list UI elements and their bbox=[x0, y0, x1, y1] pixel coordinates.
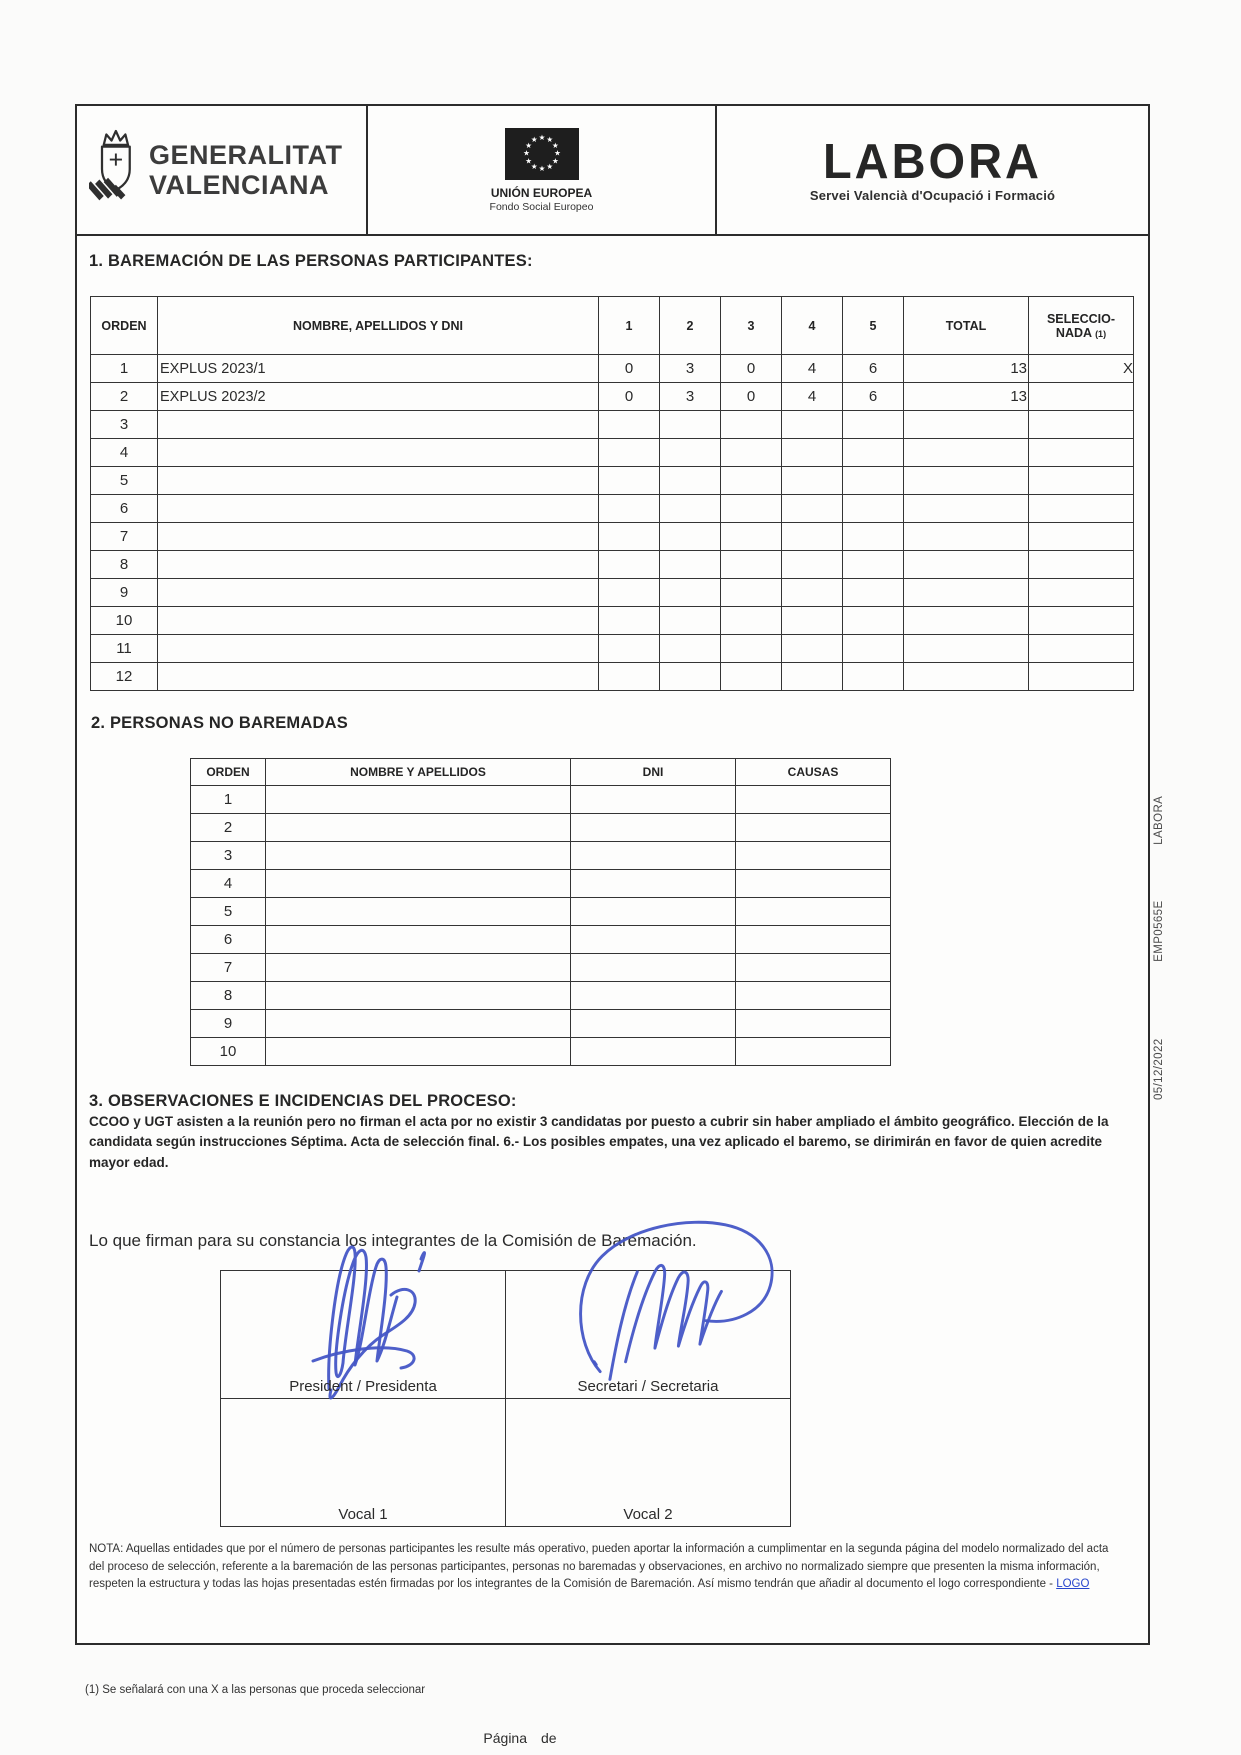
secretary-label: Secretari / Secretaria bbox=[577, 1377, 719, 1395]
logo-link[interactable]: LOGO bbox=[1056, 1578, 1090, 1591]
no-baremada-row bbox=[191, 1038, 891, 1066]
eu-star-icon: ★ bbox=[538, 163, 545, 173]
participant-row bbox=[91, 579, 1134, 607]
score4-cell: 4 bbox=[782, 383, 843, 411]
eu-star-icon: ★ bbox=[524, 155, 532, 165]
eu-header-cell bbox=[368, 106, 717, 234]
nombre-cell bbox=[158, 663, 599, 691]
document-header bbox=[77, 106, 1148, 236]
col-1: 1 bbox=[599, 297, 660, 355]
seleccionada-cell: X bbox=[1029, 355, 1134, 383]
nombre-cell bbox=[158, 495, 599, 523]
total-cell bbox=[904, 439, 1029, 467]
score4-cell bbox=[782, 411, 843, 439]
score5-cell bbox=[843, 411, 904, 439]
causas-cell bbox=[736, 1010, 891, 1038]
nombre-apellidos-cell bbox=[266, 1038, 571, 1066]
participant-row bbox=[91, 663, 1134, 691]
eu-star-icon: ★ bbox=[545, 134, 553, 144]
col2-dni: DNI bbox=[571, 759, 736, 786]
col-nombre: NOMBRE, APELLIDOS Y DNI bbox=[158, 297, 599, 355]
seleccionada-cell bbox=[1029, 439, 1134, 467]
signature-row-2 bbox=[221, 1398, 791, 1526]
score1-cell bbox=[599, 663, 660, 691]
labora-subtitle: Servei Valencià d'Ocupació i Formació bbox=[809, 188, 1056, 203]
eu-star-icon: ★ bbox=[538, 132, 545, 142]
participants-header-row bbox=[91, 297, 1134, 355]
orden-cell: 1 bbox=[91, 355, 158, 383]
score5-cell bbox=[843, 579, 904, 607]
vocal1-label: Vocal 1 bbox=[338, 1505, 388, 1523]
participant-row bbox=[91, 495, 1134, 523]
causas-cell bbox=[736, 1038, 891, 1066]
score2-cell bbox=[660, 439, 721, 467]
no-baremada-row bbox=[191, 982, 891, 1010]
nombre-apellidos-cell bbox=[266, 786, 571, 814]
no-baremadas-header-row bbox=[191, 759, 891, 786]
signature-intro-text: Lo que firman para su constancia los integrantes de la Comisión de Baremación. bbox=[89, 1230, 697, 1250]
score3-cell bbox=[721, 607, 782, 635]
dni-cell bbox=[571, 926, 736, 954]
nombre-cell bbox=[158, 635, 599, 663]
score5-cell bbox=[843, 551, 904, 579]
orden-cell: 12 bbox=[91, 663, 158, 691]
seleccionada-cell bbox=[1029, 551, 1134, 579]
participant-row bbox=[91, 523, 1134, 551]
score1-cell bbox=[599, 579, 660, 607]
causas-cell bbox=[736, 842, 891, 870]
orden-cell: 11 bbox=[91, 635, 158, 663]
eu-star-icon: ★ bbox=[522, 148, 530, 157]
no-baremada-row bbox=[191, 842, 891, 870]
orden-cell: 6 bbox=[91, 495, 158, 523]
score3-cell bbox=[721, 439, 782, 467]
section3-observations-text: CCOO y UGT asisten a la reunión pero no firman el acta por no existir 3 candidatas por puesto a cubrir sin haber ampliado el ámbito geográfico. Elección de la candidata según instrucciones Séptima. Acta de selección final. 6.- Los posibles empates, una vez aplicado el baremo, se dirimirán en favor de quien acredite mayor edad. bbox=[89, 1114, 1109, 1170]
nombre-cell: EXPLUS 2023/2 bbox=[158, 383, 599, 411]
score4-cell bbox=[782, 607, 843, 635]
nombre-cell bbox=[158, 523, 599, 551]
signature-table bbox=[220, 1270, 791, 1527]
dni-cell bbox=[571, 898, 736, 926]
nombre-cell bbox=[158, 411, 599, 439]
participant-row bbox=[91, 551, 1134, 579]
orden-cell: 1 bbox=[191, 786, 266, 814]
dni-cell bbox=[571, 786, 736, 814]
vocal2-label: Vocal 2 bbox=[623, 1505, 673, 1523]
col-5: 5 bbox=[843, 297, 904, 355]
nota-paragraph bbox=[89, 1541, 1122, 1594]
score4-cell bbox=[782, 523, 843, 551]
no-baremada-row bbox=[191, 926, 891, 954]
col-2: 2 bbox=[660, 297, 721, 355]
score3-cell bbox=[721, 495, 782, 523]
score1-cell: 0 bbox=[599, 355, 660, 383]
total-cell bbox=[904, 579, 1029, 607]
orden-cell: 2 bbox=[91, 383, 158, 411]
score4-cell bbox=[782, 663, 843, 691]
form-reference-sidebar bbox=[1153, 796, 1165, 1108]
score1-cell bbox=[599, 635, 660, 663]
orden-cell: 5 bbox=[91, 467, 158, 495]
orden-cell: 7 bbox=[91, 523, 158, 551]
nombre-apellidos-cell bbox=[266, 954, 571, 982]
score3-cell bbox=[721, 663, 782, 691]
col2-orden: ORDEN bbox=[191, 759, 266, 786]
score3-cell bbox=[721, 551, 782, 579]
total-cell bbox=[904, 663, 1029, 691]
eu-star-icon: ★ bbox=[530, 134, 538, 144]
score3-cell bbox=[721, 467, 782, 495]
dni-cell bbox=[571, 1010, 736, 1038]
orden-cell: 9 bbox=[191, 1010, 266, 1038]
seleccionada-cell bbox=[1029, 579, 1134, 607]
score2-cell: 3 bbox=[660, 355, 721, 383]
score3-cell bbox=[721, 411, 782, 439]
score2-cell bbox=[660, 495, 721, 523]
score1-cell bbox=[599, 439, 660, 467]
score5-cell: 6 bbox=[843, 355, 904, 383]
score2-cell bbox=[660, 635, 721, 663]
participants-table bbox=[90, 296, 1134, 691]
gva-wordmark bbox=[149, 140, 343, 200]
footnote-1: (1) Se señalará con una X a las personas que proceda seleccionar bbox=[85, 1683, 426, 1696]
orden-cell: 3 bbox=[91, 411, 158, 439]
orden-cell: 2 bbox=[191, 814, 266, 842]
score5-cell bbox=[843, 467, 904, 495]
no-baremada-row bbox=[191, 1010, 891, 1038]
score4-cell bbox=[782, 467, 843, 495]
form-border-box bbox=[75, 104, 1150, 1645]
causas-cell bbox=[736, 786, 891, 814]
orden-cell: 8 bbox=[91, 551, 158, 579]
score2-cell bbox=[660, 523, 721, 551]
participant-row bbox=[91, 467, 1134, 495]
section2-title: 2. PERSONAS NO BAREMADAS bbox=[91, 714, 348, 732]
orden-cell: 4 bbox=[191, 870, 266, 898]
orden-cell: 4 bbox=[91, 439, 158, 467]
eu-title: UNIÓN EUROPEA bbox=[490, 185, 593, 200]
page-number-line bbox=[380, 1730, 660, 1746]
form-date: 05/12/2022 bbox=[1153, 1038, 1165, 1100]
score2-cell bbox=[660, 467, 721, 495]
no-baremada-row bbox=[191, 898, 891, 926]
dni-cell bbox=[571, 1038, 736, 1066]
col2-causas: CAUSAS bbox=[736, 759, 891, 786]
col-3: 3 bbox=[721, 297, 782, 355]
dni-cell bbox=[571, 870, 736, 898]
total-cell bbox=[904, 551, 1029, 579]
nombre-apellidos-cell bbox=[266, 926, 571, 954]
vocal2-signature-cell bbox=[506, 1398, 791, 1526]
no-baremadas-table-body bbox=[191, 786, 891, 1066]
nombre-apellidos-cell bbox=[266, 842, 571, 870]
total-cell bbox=[904, 635, 1029, 663]
score5-cell: 6 bbox=[843, 383, 904, 411]
score3-cell: 0 bbox=[721, 355, 782, 383]
causas-cell bbox=[736, 898, 891, 926]
seleccionada-cell bbox=[1029, 663, 1134, 691]
dni-cell bbox=[571, 814, 736, 842]
labora-logo: LABORA bbox=[822, 132, 1043, 189]
orden-cell: 3 bbox=[191, 842, 266, 870]
eu-star-icon: ★ bbox=[524, 140, 532, 150]
score5-cell bbox=[843, 607, 904, 635]
secretary-signature-cell bbox=[506, 1270, 791, 1398]
col2-nombre: NOMBRE Y APELLIDOS bbox=[266, 759, 571, 786]
score1-cell bbox=[599, 495, 660, 523]
pagina-label: Página bbox=[483, 1730, 527, 1746]
orden-cell: 9 bbox=[91, 579, 158, 607]
score2-cell bbox=[660, 551, 721, 579]
score4-cell bbox=[782, 495, 843, 523]
eu-star-icon: ★ bbox=[530, 161, 538, 171]
score3-cell bbox=[721, 579, 782, 607]
seleccionada-cell bbox=[1029, 635, 1134, 663]
participants-table-body bbox=[91, 355, 1134, 691]
nombre-apellidos-cell bbox=[266, 982, 571, 1010]
form-brand: LABORA bbox=[1153, 795, 1165, 845]
dni-cell bbox=[571, 842, 736, 870]
score2-cell bbox=[660, 411, 721, 439]
score5-cell bbox=[843, 495, 904, 523]
nombre-apellidos-cell bbox=[266, 870, 571, 898]
participant-row bbox=[91, 411, 1134, 439]
score2-cell bbox=[660, 663, 721, 691]
score5-cell bbox=[843, 523, 904, 551]
orden-cell: 6 bbox=[191, 926, 266, 954]
col-4: 4 bbox=[782, 297, 843, 355]
participant-row bbox=[91, 355, 1134, 383]
nombre-apellidos-cell bbox=[266, 814, 571, 842]
col-seleccionada-footnote-ref: (1) bbox=[1095, 328, 1107, 339]
score5-cell bbox=[843, 663, 904, 691]
nombre-cell bbox=[158, 467, 599, 495]
score4-cell bbox=[782, 579, 843, 607]
col-seleccionada bbox=[1029, 297, 1134, 355]
total-cell: 13 bbox=[904, 383, 1029, 411]
eu-star-icon: ★ bbox=[551, 155, 559, 165]
seleccionada-cell bbox=[1029, 523, 1134, 551]
seleccionada-cell bbox=[1029, 495, 1134, 523]
total-cell: 13 bbox=[904, 355, 1029, 383]
orden-cell: 10 bbox=[191, 1038, 266, 1066]
nombre-cell: EXPLUS 2023/1 bbox=[158, 355, 599, 383]
orden-cell: 7 bbox=[191, 954, 266, 982]
nota-text: NOTA: Aquellas entidades que por el número de personas participantes les resulte más operativo, pueden aportar la información a cumplimentar en la segunda página del modelo normalizado del acta del proceso de selección, referente a la baremación de las personas participantes, personas no baremadas y observaciones, en archivo no normalizado siempre que presenten la misma información, respeten la estructura y todas las hojas presentadas estén firmadas por los integrantes de la Comisión de Baremación. Así mismo tendrán que añadir al documento el logo correspondiente - bbox=[89, 1542, 1109, 1591]
nombre-cell bbox=[158, 607, 599, 635]
participant-row bbox=[91, 439, 1134, 467]
no-baremadas-table bbox=[190, 758, 891, 1066]
eu-star-icon: ★ bbox=[553, 148, 561, 157]
score1-cell bbox=[599, 467, 660, 495]
gva-wordmark-line1: GENERALITAT bbox=[149, 139, 343, 170]
seleccionada-cell bbox=[1029, 411, 1134, 439]
section3-title: 3. OBSERVACIONES E INCIDENCIAS DEL PROCESO: bbox=[89, 1092, 517, 1110]
score3-cell bbox=[721, 523, 782, 551]
dni-cell bbox=[571, 982, 736, 1010]
causas-cell bbox=[736, 870, 891, 898]
vocal1-signature-cell bbox=[221, 1398, 506, 1526]
eu-flag-stars bbox=[505, 128, 579, 180]
total-cell bbox=[904, 523, 1029, 551]
dni-cell bbox=[571, 954, 736, 982]
no-baremada-row bbox=[191, 814, 891, 842]
orden-cell: 10 bbox=[91, 607, 158, 635]
nombre-apellidos-cell bbox=[266, 898, 571, 926]
no-baremada-row bbox=[191, 870, 891, 898]
total-cell bbox=[904, 495, 1029, 523]
orden-cell: 5 bbox=[191, 898, 266, 926]
gva-wordmark-line2: VALENCIANA bbox=[149, 170, 329, 200]
eu-star-icon: ★ bbox=[545, 161, 553, 171]
total-cell bbox=[904, 411, 1029, 439]
form-code: EMP0565E bbox=[1153, 900, 1165, 962]
nombre-cell bbox=[158, 579, 599, 607]
score3-cell: 0 bbox=[721, 383, 782, 411]
section1-title: 1. BAREMACIÓN DE LAS PERSONAS PARTICIPANTES: bbox=[89, 252, 533, 270]
score1-cell bbox=[599, 607, 660, 635]
no-baremada-row bbox=[191, 954, 891, 982]
nombre-cell bbox=[158, 551, 599, 579]
causas-cell bbox=[736, 814, 891, 842]
score2-cell: 3 bbox=[660, 383, 721, 411]
participant-row bbox=[91, 607, 1134, 635]
total-cell bbox=[904, 467, 1029, 495]
president-signature-cell bbox=[221, 1270, 506, 1398]
score1-cell bbox=[599, 523, 660, 551]
score5-cell bbox=[843, 635, 904, 663]
causas-cell bbox=[736, 982, 891, 1010]
col-seleccionada-line1: SELECCIO- bbox=[1046, 311, 1116, 326]
orden-cell: 8 bbox=[191, 982, 266, 1010]
participant-row bbox=[91, 635, 1134, 663]
no-baremada-row bbox=[191, 786, 891, 814]
gva-header-cell bbox=[77, 106, 368, 234]
nombre-apellidos-cell bbox=[266, 1010, 571, 1038]
pagina-de-label: de bbox=[541, 1730, 557, 1746]
score4-cell: 4 bbox=[782, 355, 843, 383]
seleccionada-cell bbox=[1029, 607, 1134, 635]
score4-cell bbox=[782, 635, 843, 663]
score1-cell: 0 bbox=[599, 383, 660, 411]
score5-cell bbox=[843, 439, 904, 467]
score1-cell bbox=[599, 551, 660, 579]
participant-row bbox=[91, 383, 1134, 411]
score4-cell bbox=[782, 551, 843, 579]
score2-cell bbox=[660, 607, 721, 635]
total-cell bbox=[904, 607, 1029, 635]
col-seleccionada-line2: NADA bbox=[1055, 325, 1092, 340]
col-orden: ORDEN bbox=[91, 297, 158, 355]
generalitat-valenciana-crest-icon bbox=[89, 127, 141, 213]
eu-star-icon: ★ bbox=[551, 140, 559, 150]
signature-row-1 bbox=[221, 1270, 791, 1398]
eu-subtitle: Fondo Social Europeo bbox=[489, 200, 594, 213]
seleccionada-cell bbox=[1029, 383, 1134, 411]
score1-cell bbox=[599, 411, 660, 439]
col-total: TOTAL bbox=[904, 297, 1029, 355]
score4-cell bbox=[782, 439, 843, 467]
score3-cell bbox=[721, 635, 782, 663]
causas-cell bbox=[736, 926, 891, 954]
labora-header-cell bbox=[717, 106, 1148, 234]
seleccionada-cell bbox=[1029, 467, 1134, 495]
president-label: President / Presidenta bbox=[289, 1377, 437, 1395]
score2-cell bbox=[660, 579, 721, 607]
causas-cell bbox=[736, 954, 891, 982]
nombre-cell bbox=[158, 439, 599, 467]
